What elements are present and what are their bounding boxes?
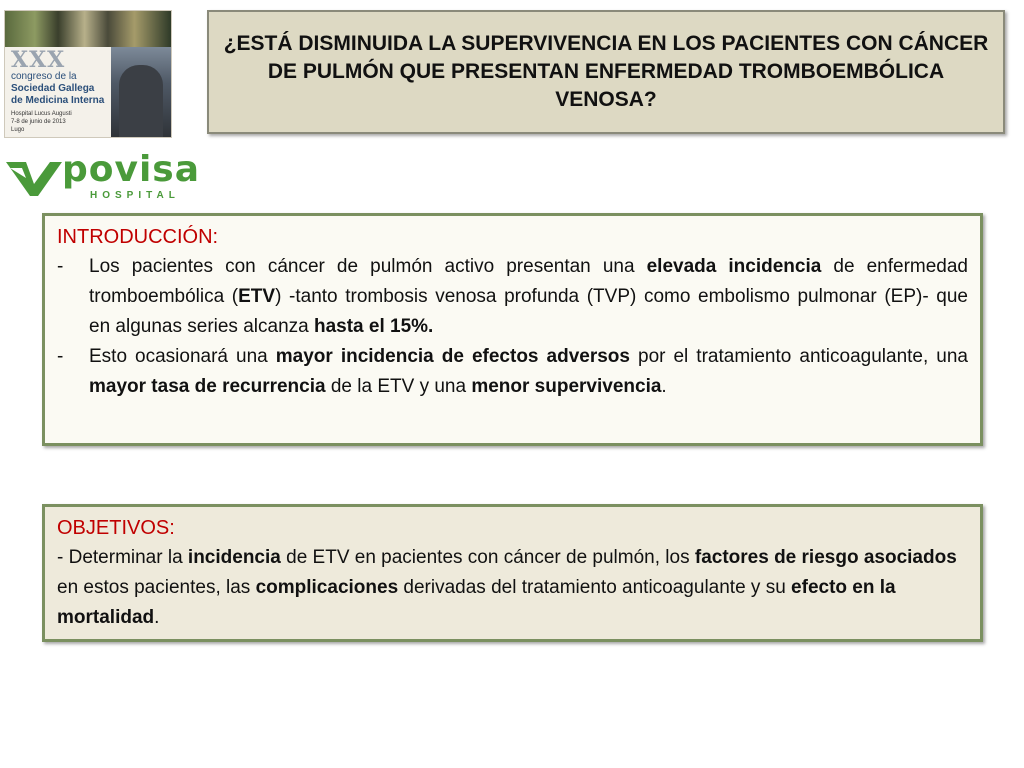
congress-line-4: Hospital Lucus Augusti <box>11 111 72 117</box>
bullet-text: ) -tanto trombosis venosa profunda (TVP) como embolismo pulmonar (EP)- que en algunas series alcanza <box>89 286 969 337</box>
objectives-plain: - Determinar la <box>57 547 188 568</box>
bullet-text: Esto ocasionará una <box>89 346 276 367</box>
congress-line-6: Lugo <box>11 127 25 133</box>
objectives-plain: . <box>154 607 160 628</box>
bullet-text: de la ETV y una <box>325 376 472 397</box>
objectives-strong: incidencia <box>187 547 281 568</box>
objectives-text <box>57 543 968 633</box>
objectives-strong: complicaciones <box>255 577 399 598</box>
congress-roman-numeral: XXX <box>11 47 66 73</box>
introduction-bullet-2 <box>57 342 968 402</box>
bullet-strong: ETV <box>238 286 276 307</box>
congress-line-5: 7-8 de junio de 2013 <box>11 119 66 125</box>
bullet-dash: - <box>57 256 64 277</box>
objectives-plain: derivadas del tratamiento anticoagulante y su <box>398 577 792 598</box>
congress-line-1: congreso de la <box>11 71 77 82</box>
introduction-list <box>57 252 968 402</box>
objectives-plain: de ETV en pacientes con cáncer de pulmón, los <box>280 547 695 568</box>
page-title: ¿ESTÁ DISMINUIDA LA SUPERVIVENCIA EN LOS PACIENTES CON CÁNCER DE PULMÓN QUE PRESENTAN ENFERMEDAD TROMBOEMBÓLICA VENOSA? <box>223 32 989 111</box>
bullet-strong: menor supervivencia <box>471 376 662 397</box>
tower-image <box>111 47 171 137</box>
bullet-text: Los pacientes con cáncer de pulmón activo presentan una <box>89 256 647 277</box>
bullet-strong: mayor tasa de recurrencia <box>89 376 326 397</box>
bullet-text: . <box>661 376 667 397</box>
povisa-brand: povisa <box>62 149 201 190</box>
introduction-heading: INTRODUCCIÓN: <box>57 226 219 248</box>
bullet-dash: - <box>57 346 64 367</box>
bullet-strong: mayor incidencia de efectos adversos <box>275 346 630 367</box>
objectives-strong: factores de riesgo asociados <box>694 547 957 568</box>
congress-line-2: Sociedad Gallega <box>11 83 95 94</box>
congress-line-3: de Medicina Interna <box>11 95 105 106</box>
bullet-text: por el tratamiento anticoagulante, una <box>629 346 968 367</box>
objectives-heading: OBJETIVOS: <box>57 517 175 539</box>
bullet-strong: elevada incidencia <box>646 256 822 277</box>
title-box <box>207 10 1005 134</box>
povisa-sub: HOSPITAL <box>90 190 180 201</box>
bullet-text: de enfermedad tromboembólica ( <box>89 256 968 307</box>
congress-photo-strip <box>5 11 171 47</box>
introduction-panel <box>42 213 983 446</box>
povisa-mark-icon <box>4 154 64 198</box>
objectives-strong: efecto en la mortalidad <box>57 577 896 628</box>
congress-logo <box>4 10 172 138</box>
objectives-plain: en estos pacientes, las <box>57 577 256 598</box>
introduction-bullet-1 <box>57 252 968 342</box>
povisa-hospital-logo <box>4 150 210 206</box>
bullet-strong: hasta el 15%. <box>313 316 434 337</box>
objectives-panel <box>42 504 983 642</box>
